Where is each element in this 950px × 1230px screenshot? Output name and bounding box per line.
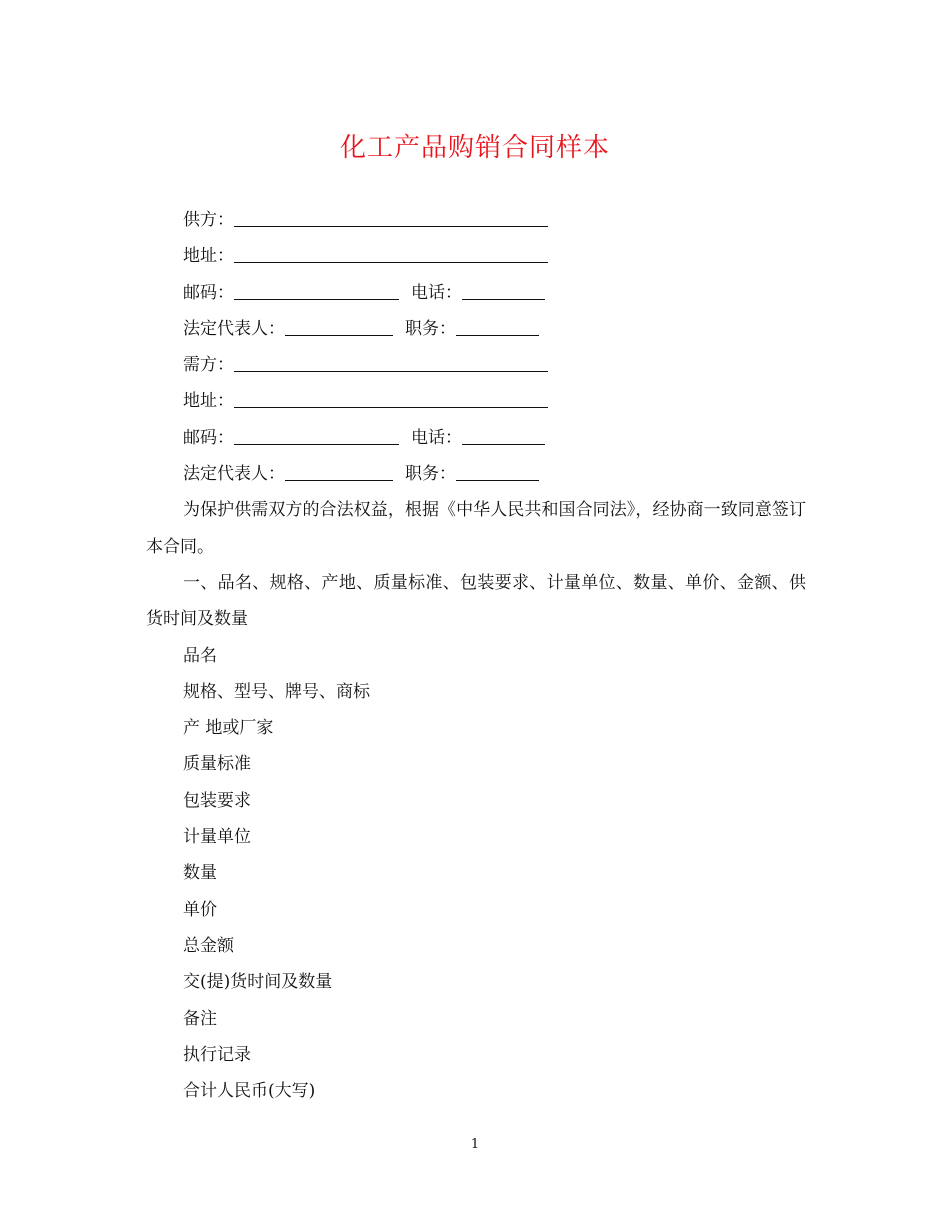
supplier-postcode-label: 邮码： [183, 282, 234, 303]
item-packaging: 包装要求 [183, 790, 251, 811]
page-number: 1 [470, 1137, 480, 1152]
item-execution-record: 执行记录 [183, 1044, 251, 1065]
supplier-position-blank[interactable] [456, 315, 539, 336]
buyer-postcode-blank[interactable] [234, 424, 399, 445]
supplier-rep-blank[interactable] [285, 315, 393, 336]
buyer-address-line [146, 383, 806, 419]
document-body [146, 202, 806, 1109]
supplier-position-label: 职务： [405, 318, 456, 339]
buyer-postcode-label: 邮码： [183, 427, 234, 448]
supplier-address-label: 地址： [183, 246, 234, 267]
supplier-phone-label: 电话： [411, 282, 462, 303]
buyer-address-blank[interactable] [234, 387, 548, 408]
item-unit-price: 单价 [183, 899, 217, 920]
supplier-postcode-blank[interactable] [234, 279, 399, 300]
buyer-position-label: 职务： [405, 464, 456, 485]
buyer-rep-blank[interactable] [285, 460, 393, 481]
buyer-phone-label: 电话： [411, 427, 462, 448]
supplier-postcode-phone-line [146, 275, 806, 311]
item-remarks: 备注 [183, 1008, 217, 1029]
item-product-name: 品名 [183, 645, 217, 666]
item-delivery-time: 交(提)货时间及数量 [183, 972, 333, 993]
supplier-phone-blank[interactable] [462, 279, 545, 300]
item-spec-model: 规格、型号、牌号、商标 [183, 681, 370, 702]
supplier-address-line [146, 238, 806, 274]
supplier-rep-label: 法定代表人： [183, 318, 285, 339]
supplier-party-line [146, 202, 806, 238]
supplier-address-blank[interactable] [234, 242, 548, 263]
buyer-position-blank[interactable] [456, 460, 539, 481]
item-origin: 产 地或厂家 [183, 718, 274, 739]
buyer-phone-blank[interactable] [462, 424, 545, 445]
item-total-rmb: 合计人民币(大写) [183, 1081, 316, 1102]
intro-paragraph: 为保护供需双方的合法权益，根据《中华人民共和国合同法》，经协商一致同意签订本合同。 [146, 500, 806, 557]
buyer-party-line [146, 347, 806, 383]
buyer-party-blank[interactable] [234, 351, 548, 372]
item-total-amount: 总金额 [183, 935, 234, 956]
item-quantity: 数量 [183, 863, 217, 884]
item-unit: 计量单位 [183, 827, 251, 848]
supplier-party-label: 供方： [183, 210, 234, 230]
buyer-rep-label: 法定代表人： [183, 464, 285, 485]
buyer-address-label: 地址： [183, 391, 234, 412]
buyer-rep-position-line [146, 456, 806, 492]
buyer-party-label: 需方： [183, 355, 234, 376]
section1-heading: 一、品名、规格、产地、质量标准、包装要求、计量单位、数量、单价、金额、供货时间及数量 [146, 572, 806, 630]
document-title: 化工产品购销合同样本 [339, 133, 610, 163]
buyer-postcode-phone-line [146, 420, 806, 456]
supplier-party-blank[interactable] [234, 206, 548, 227]
supplier-rep-position-line [146, 311, 806, 347]
item-quality-standard: 质量标准 [183, 754, 251, 775]
